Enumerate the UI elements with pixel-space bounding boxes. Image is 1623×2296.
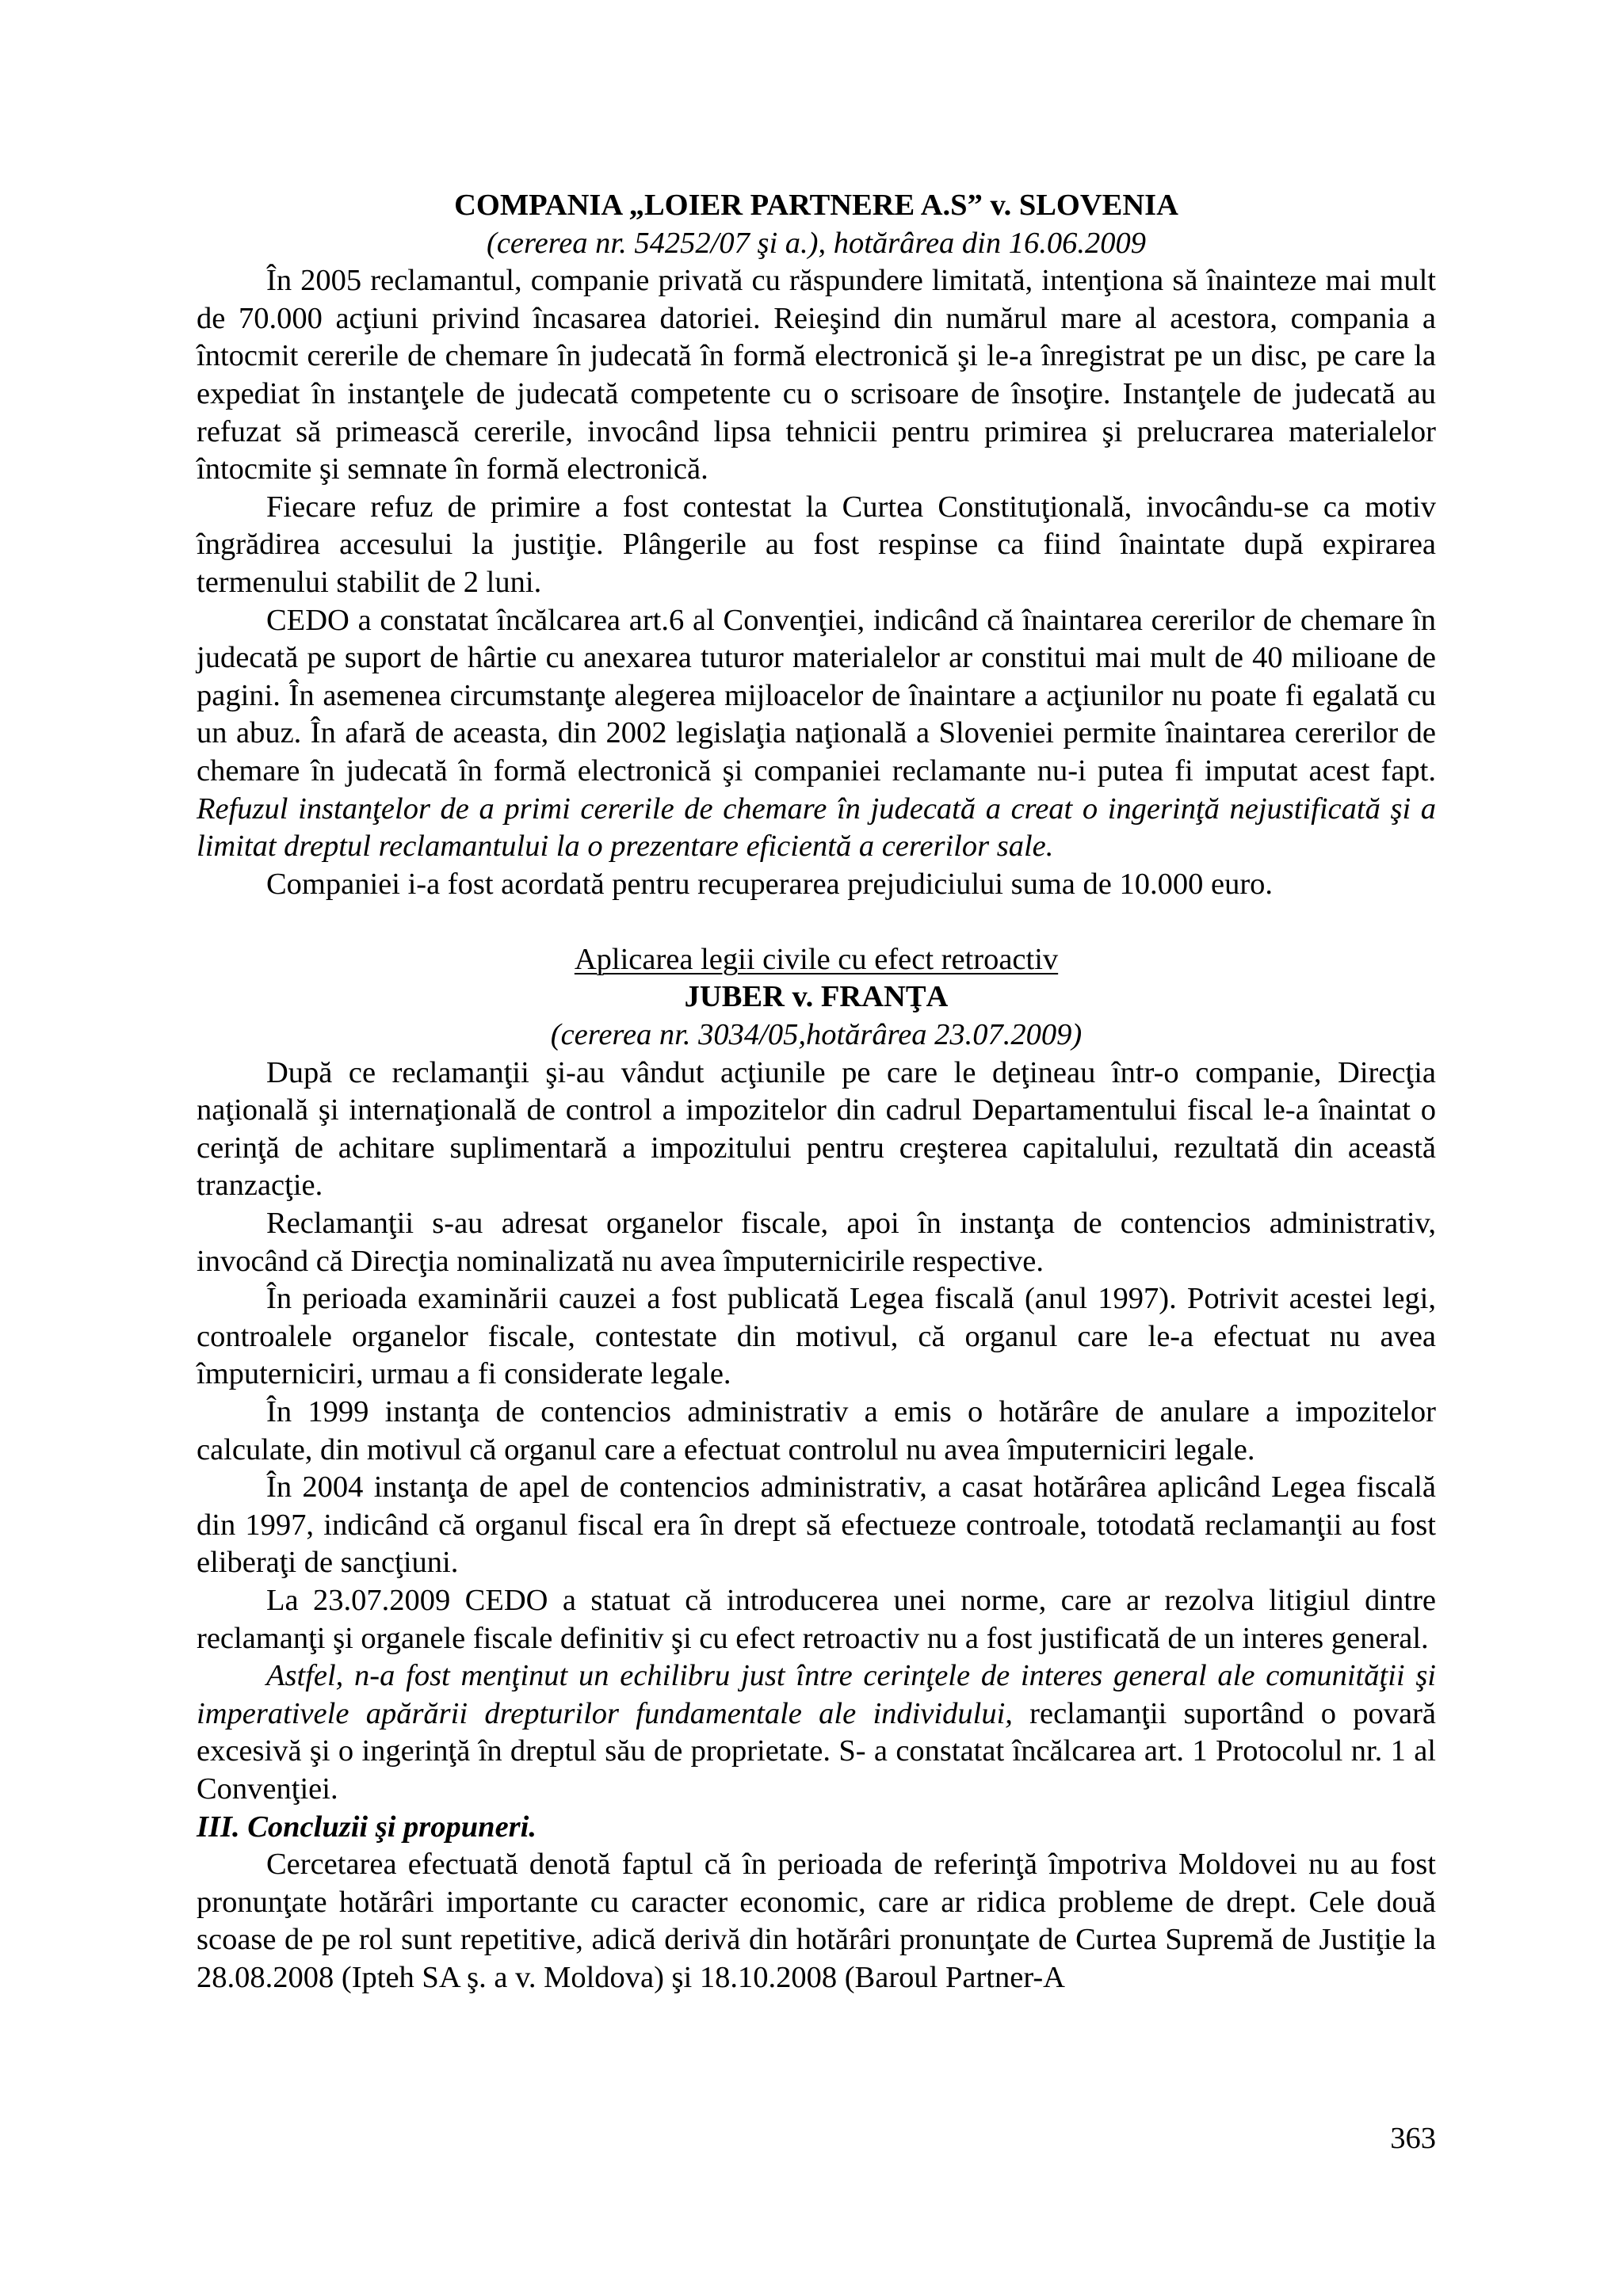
case2-paragraph-7-italic: Astfel, n-a fost menţinut un echilibru just între cerinţele de interes general ale comunităţii şi imperativele apărării drepturilor fundamentale ale individului,: [197, 1659, 1436, 1730]
case1-paragraph-2: Fiecare refuz de primire a fost contestat la Curtea Constituţională, invocându-se ca motiv îngrădirea accesului la justiţie. Plângerile au fost respinse ca fiind înaintate după expirarea termenului stabilit de 2 luni.: [197, 490, 1436, 599]
case2-topic-text: Aplicarea legii civile cu efect retroactiv: [574, 942, 1059, 976]
case1-paragraph-1: În 2005 reclamantul, companie privată cu răspundere limitată, intenţiona să înainteze mai mult de 70.000 acţiuni privind încasarea datoriei. Reieşind din numărul mare al acestora, compania a întocmit cererile de chemare în judecată în formă electronică şi le-a înregistrat pe un disc, pe care la expediat în instanţele de judecată competente cu o scrisoare de însoţire. Instanţele de judecată au refuzat să primească cererile, invocând lipsa tehnicii pentru primirea şi prelucrarea materialelor întocmite şi semnate în formă electronică.: [197, 264, 1436, 486]
page-number: 363: [1390, 2122, 1436, 2155]
case2-topic: [197, 941, 1436, 979]
case2-paragraph-7-text: reclamanţii suportând o povară excesivă şi o ingerinţă în dreptul său de proprietate. S- a constatat încălcarea art. 1 Protocolul nr. 1 al Convenţiei.: [197, 1696, 1436, 1806]
case2-reference: (cererea nr. 3034/05,hotărârea 23.07.2009): [550, 1018, 1083, 1052]
case1-paragraph-4: Companiei i-a fost acordată pentru recuperarea prejudiciului suma de 10.000 euro.: [266, 867, 1274, 901]
page-content: [197, 187, 1436, 1997]
case1-paragraph-3-italic: Refuzul instanţelor de a primi cererile de chemare în judecată a creat o ingerinţă nejustificată şi a limitat dreptul reclamantului la o prezentare eficientă a cererilor sale.: [197, 791, 1436, 864]
case2-title: JUBER v. FRANŢA: [684, 980, 949, 1014]
case2-paragraph-7: [197, 1657, 1436, 1808]
case2-paragraph-5: În 2004 instanţa de apel de contencios administrativ, a casat hotărârea aplicând Legea fiscală din 1997, indicând că organul fiscal era în drept să efectueze controale, totodată reclamanţii au fost eliberaţi de sancţiuni.: [197, 1470, 1436, 1580]
case1-paragraph-3-text: CEDO a constatat încălcarea art.6 al Convenţiei, indicând că înaintarea cererilor de chemare în judecată pe suport de hârtie cu anexarea tuturor materialelor ar constitui mai mult de 40 milioane de pagini. În asemenea circumstanţe alegerea mijloacelor de înaintare a acţiunilor nu poate fi egalată cu un abuz. În afară de aceasta, din 2002 legislaţia naţională a Sloveniei permite înaintarea cererilor de chemare în judecată în formă electronică şi companiei reclamante nu-i putea fi imputat acest fapt.: [197, 603, 1436, 788]
case2-paragraph-2: Reclamanţii s-au adresat organelor fiscale, apoi în instanţa de contencios administrativ, invocând că Direcţia nominalizată nu avea împuternicirile respective.: [197, 1207, 1436, 1278]
case2-paragraph-6: La 23.07.2009 CEDO a statuat că introducerea unei norme, care ar rezolva litigiul dintre reclamanţi şi organele fiscale definitiv şi cu efect retroactiv nu a fost justificată de un interes general.: [197, 1583, 1436, 1655]
section-3-paragraph: Cercetarea efectuată denotă faptul că în perioada de referinţă împotriva Moldovei nu au fost pronunţate hotărâri importante cu caracter economic, care ar ridica probleme de drept. Cele două scoase de pe rol sunt repetitive, adică derivă din hotărâri pronunţate de Curtea Supremă de Justiţie la 28.08.2008 (Ipteh SA ş. a v. Moldova) şi 18.10.2008 (Baroul Partner-A: [197, 1848, 1436, 1994]
case1-reference: (cererea nr. 54252/07 şi a.), hotărârea din 16.06.2009: [487, 226, 1146, 260]
case2-paragraph-4: În 1999 instanţa de contencios administrativ a emis o hotărâre de anulare a impozitelor calculate, din motivul că organul care a efectuat controlul nu avea împuterniciri legale.: [197, 1395, 1436, 1466]
case1-title: COMPANIA „LOIER PARTNERE A.S” v. SLOVENIA: [454, 189, 1178, 222]
spacer: [197, 903, 1436, 941]
case2-paragraph-3: În perioada examinării cauzei a fost publicată Legea fiscală (anul 1997). Potrivit acestei legi, controalele organelor fiscale, contestate din motivul, că organul care le-a efectuat nu avea împuterniciri, urmau a fi considerate legale.: [197, 1282, 1436, 1391]
case2-paragraph-1: După ce reclamanţii şi-au vândut acţiunile pe care le deţineau într-o companie, Direcţia naţională şi internaţională de control a impozitelor din cadrul Departamentului fiscal le-a înaintat o cerinţă de achitare suplimentară a impozitului pentru creşterea capitalului, rezultată din această tranzacţie.: [197, 1055, 1436, 1203]
section-3-heading: III. Concluzii şi propuneri.: [197, 1810, 537, 1844]
case1-paragraph-3: [197, 602, 1436, 866]
